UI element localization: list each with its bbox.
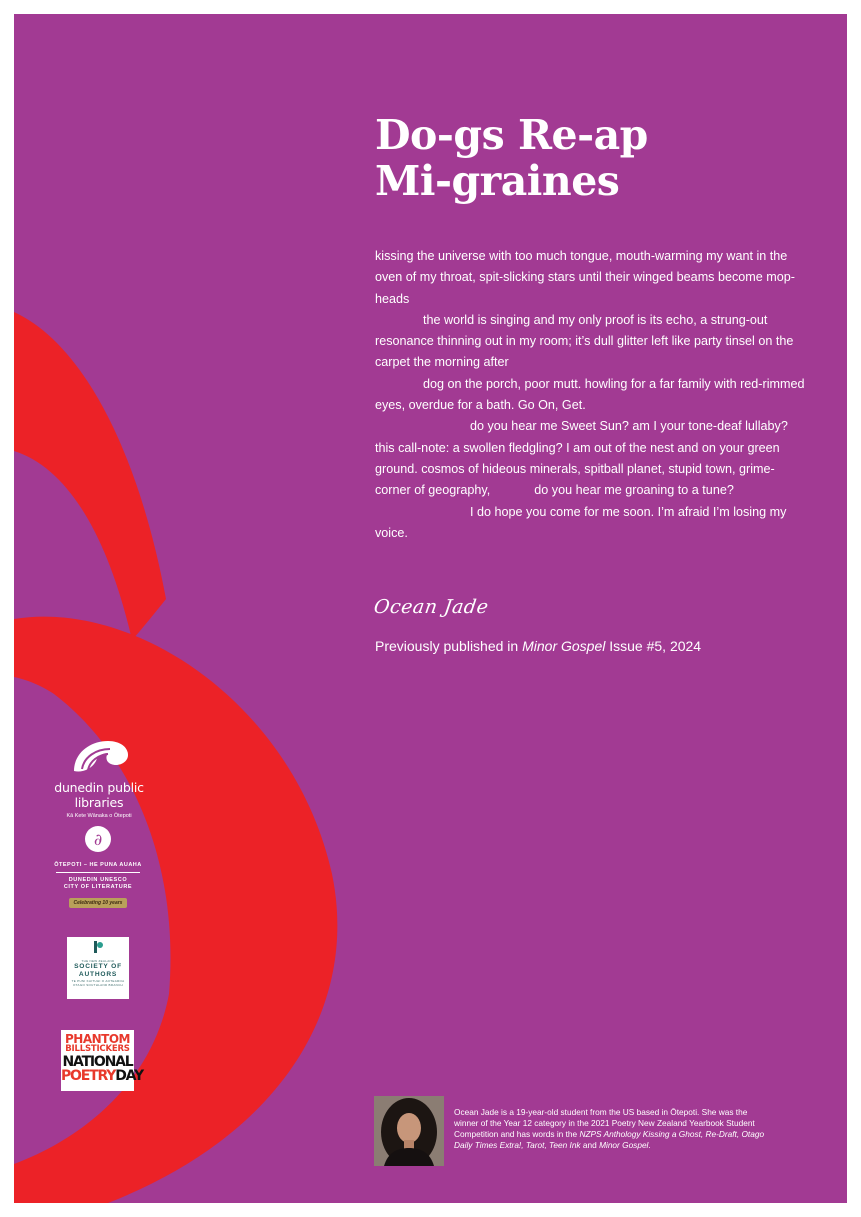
npd-national: NATIONAL (62, 1054, 133, 1070)
unesco-line-2: DUNEDIN UNESCO (68, 877, 128, 883)
libraries-name: dunedin public libraries (54, 780, 144, 810)
city-of-literature-icon (85, 826, 111, 852)
society-of-authors-icon (91, 940, 105, 954)
publication-suffix: Issue #5, 2024 (605, 638, 702, 654)
poem-title (375, 112, 648, 204)
publication-prefix: Previously published in (375, 638, 523, 654)
libraries-subtitle: Kā Kete Wānaka o Ōtepoti (66, 813, 132, 819)
dunedin-public-libraries-logo (34, 739, 164, 819)
poem-body (375, 246, 805, 544)
city-of-literature-logo (42, 826, 154, 909)
poem-stanza-5: I do hope you come for me soon. I’m afraid I’m losing my voice. (375, 504, 787, 540)
poem-stanza-2: the world is singing and my only proof is its echo, a strung-out resonance thinning out in my room; it’s dull glitter left like party tinsel on the carpet the morning after (375, 312, 794, 370)
author-photo (374, 1096, 444, 1166)
poem-stanza-1: kissing the universe with too much tongue, mouth-warming my want in the oven of my throat, spit-slicking stars until their winged beams become mop-heads (375, 249, 795, 306)
celebrating-badge: Celebrating 10 years (69, 898, 128, 908)
unesco-maori-name: ŌTEPOTI – HE PUNA AUAHA (54, 862, 142, 868)
soa-top-text: THE NEW ZEALAND (81, 959, 115, 963)
soa-line-1: SOCIETY OF (74, 963, 122, 970)
npd-phantom: PHANTOM (65, 1032, 130, 1046)
poem-stanza-3: dog on the porch, poor mutt. howling for a far family with red-rimmed eyes, overdue for a bath. Go On, Get. (375, 376, 805, 413)
society-of-authors-logo (67, 937, 129, 999)
bio-text: Ocean Jade is a 19-year-old student from the US based in Ōtepoti. She was the winner of the Year 12 category in the 2021 Poetry New Zealand Yearbook Student Competition and has words in the (454, 1107, 755, 1139)
bio-works-last: Minor Gospel (599, 1140, 649, 1150)
unesco-divider (56, 872, 140, 873)
poem-stanza-4-text: do you hear me Sweet Sun? am I your tone-deaf lullaby? this call-note: a swollen fledgling? I am out of the nest and on your green ground. cosmos of hideous minerals, spitball planet, stupid town, grime-corner of geography, (375, 419, 788, 498)
soa-maori-name: TE PUNI KAITUHI O AOTEAROA (71, 979, 125, 983)
bio-and: and (580, 1140, 600, 1150)
unesco-line-3: CITY OF LITERATURE (63, 884, 133, 890)
libraries-wave-icon (68, 739, 130, 773)
soa-line-2: AUTHORS (78, 971, 118, 978)
npd-day: DAY (115, 1068, 143, 1084)
publication-source: Minor Gospel (522, 638, 606, 654)
soa-branch: OTAGO SOUTHLAND BRANCH (72, 983, 124, 987)
poem-title-line-2: Mi-graines (375, 157, 620, 205)
npd-poetry: POETRY (61, 1068, 116, 1084)
poster (14, 14, 847, 1203)
npd-poetry-day (61, 1068, 143, 1084)
poem-title-line-1: Do-gs Re-ap (375, 111, 648, 159)
author-signature: Ocean Jade (372, 596, 490, 618)
red-swoosh-lower (14, 617, 337, 1203)
author-portrait-image (374, 1096, 444, 1166)
bio-works: NZPS Anthology Kissing a Ghost, Re-Draft, Otago Daily Times Extra!, Tarot, Teen Ink (454, 1129, 765, 1150)
poem-stanza-4-tail: do you hear me groaning to a tune? (534, 483, 734, 498)
npd-billstickers: BILLSTICKERS (65, 1044, 130, 1054)
national-poetry-day-logo (61, 1030, 143, 1091)
publication-credit (375, 638, 701, 654)
poem-stanza-4 (375, 416, 805, 501)
svg-text:∂: ∂ (93, 830, 103, 849)
author-bio (454, 1107, 774, 1151)
bio-end: . (648, 1140, 651, 1150)
red-swoosh-upper (14, 312, 166, 640)
